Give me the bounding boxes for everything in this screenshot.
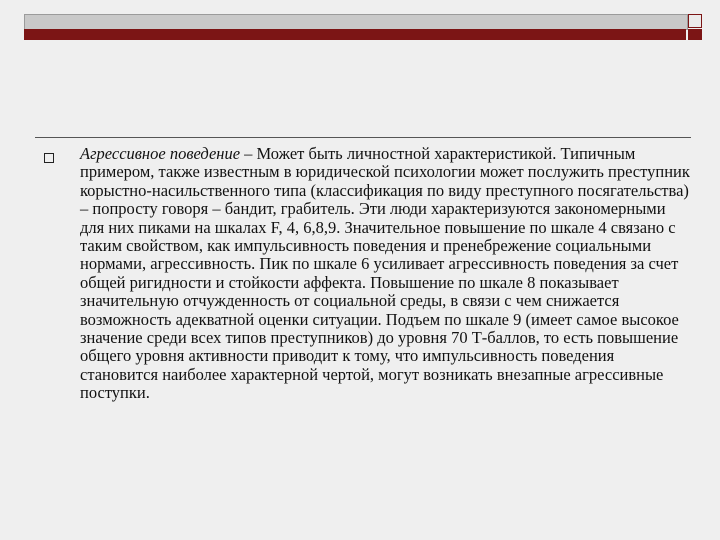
paragraph-body: – Может быть личностной характеристикой. Типичным примером, также известным в юридической психологии может послужить преступник корыстно-насильственного типа (классификация по виду преступного посягательства) – попросту говоря – бандит, грабитель. Эти люди характеризуются закономерными для них пиками на шкалах F, 4, 6,8,9. Значительное повышение по шкале 4 связано с таким свойством, как импульсивность поведения и пренебрежение социальными нормами, агрессивность. Пик по шкале 6 усиливает агрессивность поведения за счет общей ригидности и стойкости аффекта. Повышение по шкале 8 показывает значительную отчужденность от социальной среды, в связи с чем снижается возможность адекватной оценки ситуации. Подъем по шкале 9 (имеет самое высокое значение среди всех типов преступников) до уровня 70 Т-баллов, то есть повышение общего уровня активности приводит к тому, что импульсивность поведения становится наиболее характерной чертой, могут возникать внезапные агрессивные поступки. xyxy=(80,144,690,403)
header-gray-band xyxy=(24,14,688,30)
corner-square xyxy=(688,14,702,28)
square-bullet-icon xyxy=(44,153,54,163)
header-accent-bar xyxy=(24,29,686,40)
corner-accent-bar xyxy=(688,29,702,40)
divider-line xyxy=(35,137,691,138)
slide-paragraph xyxy=(80,145,690,403)
lead-term: Агрессивное поведение xyxy=(80,144,241,163)
